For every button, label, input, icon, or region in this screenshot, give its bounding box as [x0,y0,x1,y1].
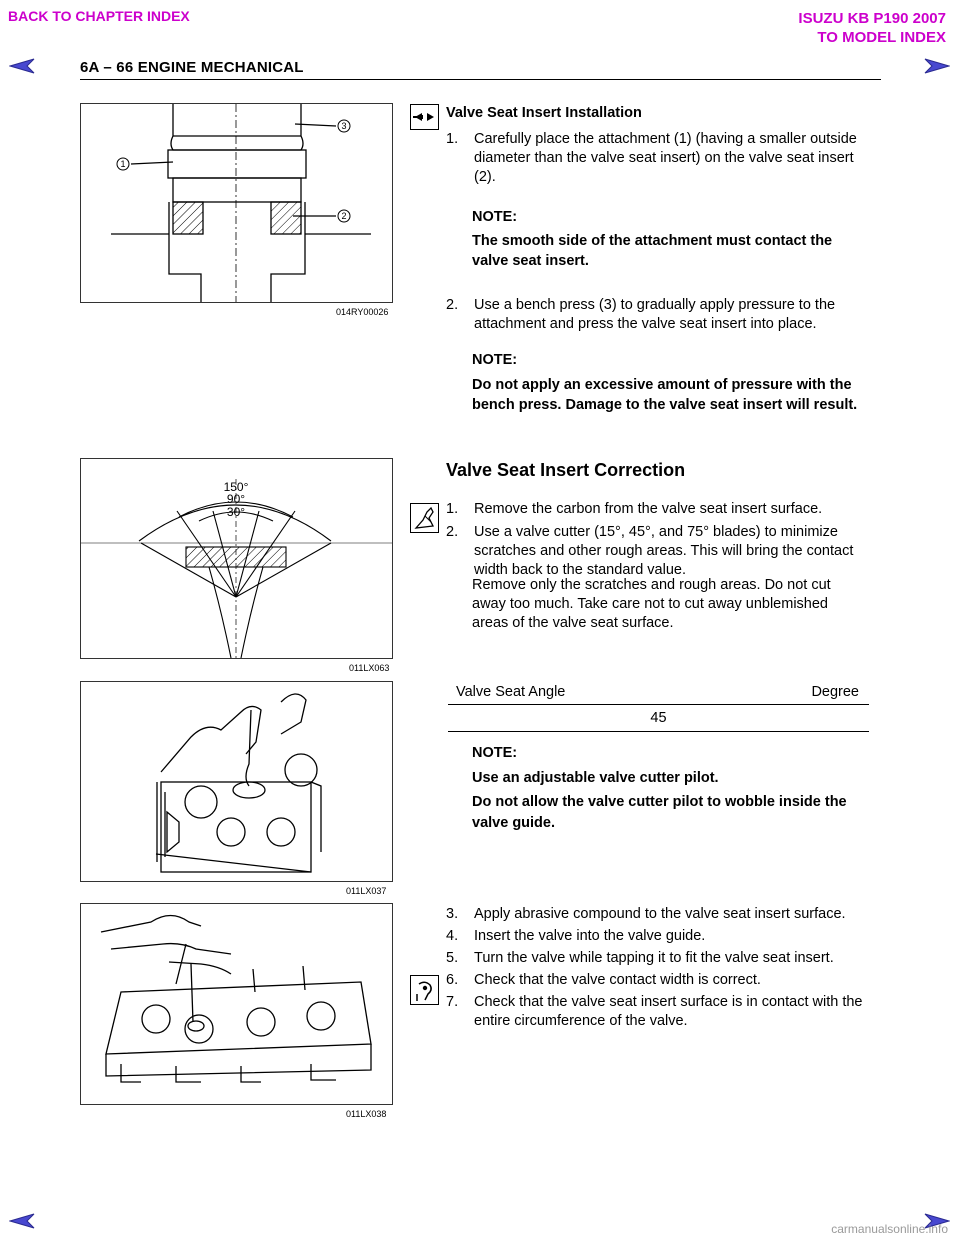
header-divider [80,79,881,80]
callout-3: 3 [341,121,347,131]
note-line-2: Do not allow the valve cutter pilot to wobble inside the valve guide. [472,794,847,831]
installation-tool-icon [410,104,439,130]
step-text: Insert the valve into the valve guide. [474,928,706,944]
figure-code: 011LX063 [349,663,390,673]
figure-valve-seat-insert-installation [80,103,393,303]
next-page-arrow-icon[interactable] [924,58,950,74]
note-text: The smooth side of the attachment must contact the valve seat insert. [472,233,833,269]
section-title-correction: Valve Seat Insert Correction [446,460,686,480]
angle-150: 150° [223,480,249,494]
note-label: NOTE: [472,209,518,225]
callout-2: 2 [341,211,347,221]
figure-code: 011LX037 [346,886,387,896]
valve-lapping-drawing [81,904,392,1104]
table-row [448,705,869,732]
step-text: Remove the carbon from the valve seat insert surface. [474,501,823,517]
step-number: 7. [446,994,459,1010]
installation-step-2 [446,296,876,336]
step-number: 2. [446,524,459,540]
figure-code: 014RY00026 [336,307,389,317]
note-label: NOTE: [472,352,518,368]
figure-code: 011LX038 [346,1109,387,1119]
seat-angle-diagram [81,459,392,658]
watermark: carmanualsonline.info [831,1222,948,1236]
valve-seat-angle-table [448,682,869,732]
step-number: 2. [446,297,459,313]
correction-paragraph: Remove only the scratches and rough areas. Do not cut away too much. Take care not to cut away unblemished areas of the valve seat surface. [472,577,831,631]
step-number: 3. [446,906,459,922]
step-text: Apply abrasive compound to the valve seat insert surface. [474,906,846,922]
note-line-1: Use an adjustable valve cutter pilot. [472,770,719,786]
previous-page-arrow-bottom-icon[interactable] [9,1213,35,1229]
step-number: 1. [446,131,459,147]
back-to-chapter-index-link[interactable]: BACK TO CHAPTER INDEX [8,8,190,24]
inspection-icon [410,975,439,1005]
table-value: 45 [650,710,667,726]
to-model-index-link[interactable]: TO MODEL INDEX [817,29,946,46]
note-text: Do not apply an excessive amount of pressure with the bench press. Damage to the valve seat insert will result. [472,377,858,413]
step-text: Use a valve cutter (15°, 45°, and 75° blades) to minimize scratches and other rough areas. This will bring the contact width back to the standard value. [474,524,854,578]
step-text: Carefully place the attachment (1) (having a smaller outside diameter than the valve seat insert) on the valve seat insert (2). [474,131,857,185]
figure-valve-seat-angles [80,458,393,659]
correction-step-6 [446,971,886,991]
section-title-installation: Valve Seat Insert Installation [446,105,642,121]
table-header-angle: Valve Seat Angle [456,684,566,700]
figure-valve-lapping [80,903,393,1105]
figure-valve-cutter [80,681,393,882]
step-text: Turn the valve while tapping it to fit the valve seat insert. [474,950,834,966]
page-header-title: 6A – 66 ENGINE MECHANICAL [80,59,304,76]
cutting-tool-icon [410,503,439,533]
correction-step-2 [446,523,876,583]
step-number: 1. [446,501,459,517]
step-text: Check that the valve seat insert surface is in contact with the entire circumference of the valve. [474,994,863,1029]
correction-step-5 [446,949,886,969]
table-header-degree: Degree [811,684,859,700]
model-title: ISUZU KB P190 2007 [798,10,946,27]
step-number: 4. [446,928,459,944]
note-label: NOTE: [472,745,518,761]
callout-1: 1 [120,159,126,169]
table-header-row [448,682,869,705]
correction-step-4 [446,927,886,947]
installation-step-1 [446,130,876,190]
angle-30: 30° [226,505,246,519]
step-number: 5. [446,950,459,966]
step-text: Check that the valve contact width is correct. [474,972,761,988]
bench-press-attachment-drawing [81,104,392,302]
correction-step-1 [446,500,876,520]
correction-step-7 [446,993,886,1033]
correction-step-3 [446,905,886,925]
angle-90: 90° [226,492,246,506]
step-text: Use a bench press (3) to gradually apply pressure to the attachment and press the valve seat insert into place. [474,297,836,332]
step-number: 6. [446,972,459,988]
previous-page-arrow-icon[interactable] [9,58,35,74]
valve-cutter-drawing [81,682,392,881]
